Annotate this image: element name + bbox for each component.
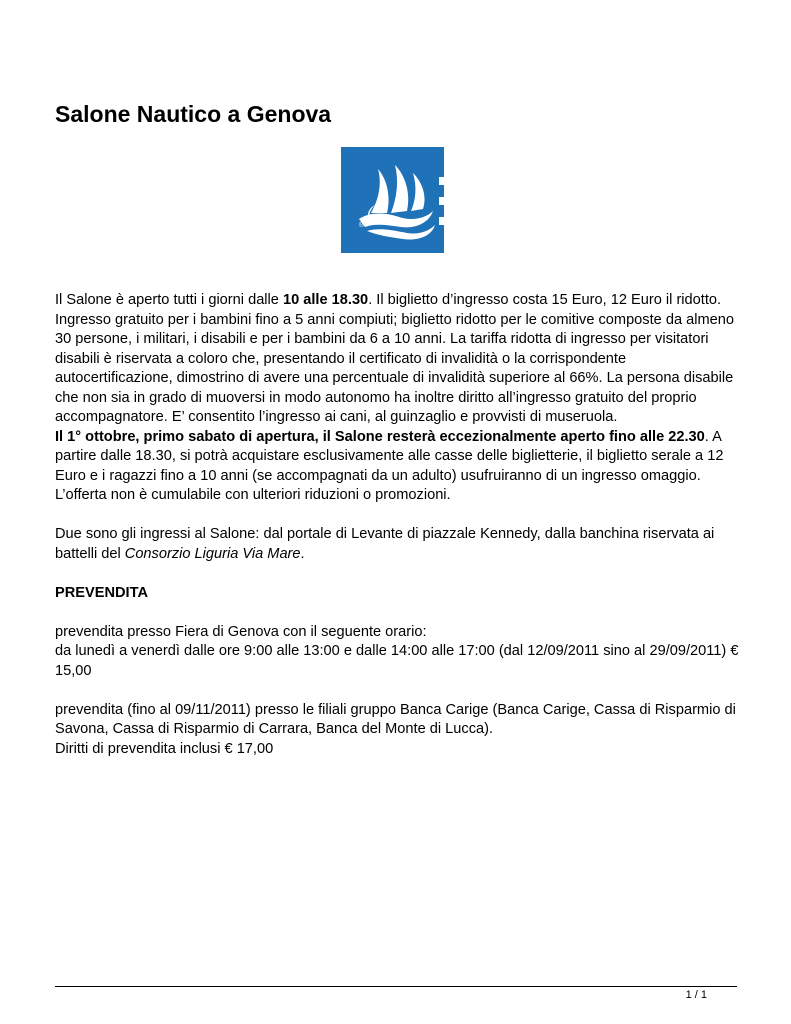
text: Il Salone è aperto tutti i giorni dalle: [55, 292, 283, 308]
consorzio-name: Consorzio Liguria Via Mare: [124, 545, 301, 562]
paragraph-apertura-serale: [55, 428, 745, 506]
text: . Il biglietto d’ingresso costa 15 Euro, 12 Euro il ridotto. Ingresso gratuito per i bambini fino a 5 anni compiuti; biglietto ridotto per le comitive composte da almeno 30 persone, i militari, i disabili e per i bambini da 6 a 10 anni. La tariffa ridotta di ingresso per visitatori disabili è riservata a coloro che, presentando il certificato di invalidità o la corrispondente autocertificazione, dimostrino di avere una percentuale di invalidità superiore al 66%. La persona disabile che non sia in grado di muoversi in modo autonomo ha inoltre diritto all’ingresso gratuito del proprio accompagnatore. E’ consentito l’ingresso ai cani, al guinzaglio e provvisti di museruola.: [55, 292, 734, 425]
paragraph-orari: [55, 291, 745, 428]
section-heading-prevendita: PREVENDITA: [55, 584, 148, 601]
salone-nautico-logo: [341, 147, 444, 253]
orario-apertura: 10 alle 18.30: [282, 292, 369, 308]
paragraph-ingressi: [55, 525, 745, 564]
text: .: [300, 545, 305, 562]
text: . A partire dalle 18.30, si potrà acquistare esclusivamente alle casse delle biglietterie, il biglietto serale a 12 Euro e i ragazzi fino a 10 anni (se accompagnati da un adulto) usufruiranno di un ingresso omaggio. L’offerta non è cumulabile con ulteriori riduzioni o promozioni.: [55, 428, 724, 503]
apertura-serale-highlight: Il 1° ottobre, primo sabato di apertura, il Salone resterà eccezionalmente aperto fino alle 22.30: [55, 428, 705, 445]
prevendita-fiera-line1: prevendita presso Fiera di Genova con il seguente orario:: [55, 623, 427, 640]
prevendita-banca-line2: Diritti di prevendita inclusi € 17,00: [55, 740, 274, 757]
page-title: Salone Nautico a Genova: [55, 101, 332, 127]
footer-divider: [55, 986, 737, 987]
page-number: 1 / 1: [685, 989, 707, 1001]
sailboat-logo-icon: [341, 147, 444, 253]
text: Due sono gli ingressi al Salone: dal portale di Levante di piazzale Kennedy, dalla banchina riservata ai battelli del: [55, 526, 715, 562]
article-body: [55, 291, 745, 759]
prevendita-banca-line1: prevendita (fino al 09/11/2011) presso le filiali gruppo Banca Carige (Banca Carige, Cassa di Risparmio di Savona, Cassa di Risparmio di Carrara, Banca del Monte di Lucca).: [55, 701, 736, 737]
prevendita-fiera-line2: da lunedì a venerdì dalle ore 9:00 alle 13:00 e dalle 14:00 alle 17:00 (dal 12/09/2011 sino al 29/09/2011) € 15,00: [55, 643, 739, 679]
registered-mark: ®: [359, 222, 365, 229]
